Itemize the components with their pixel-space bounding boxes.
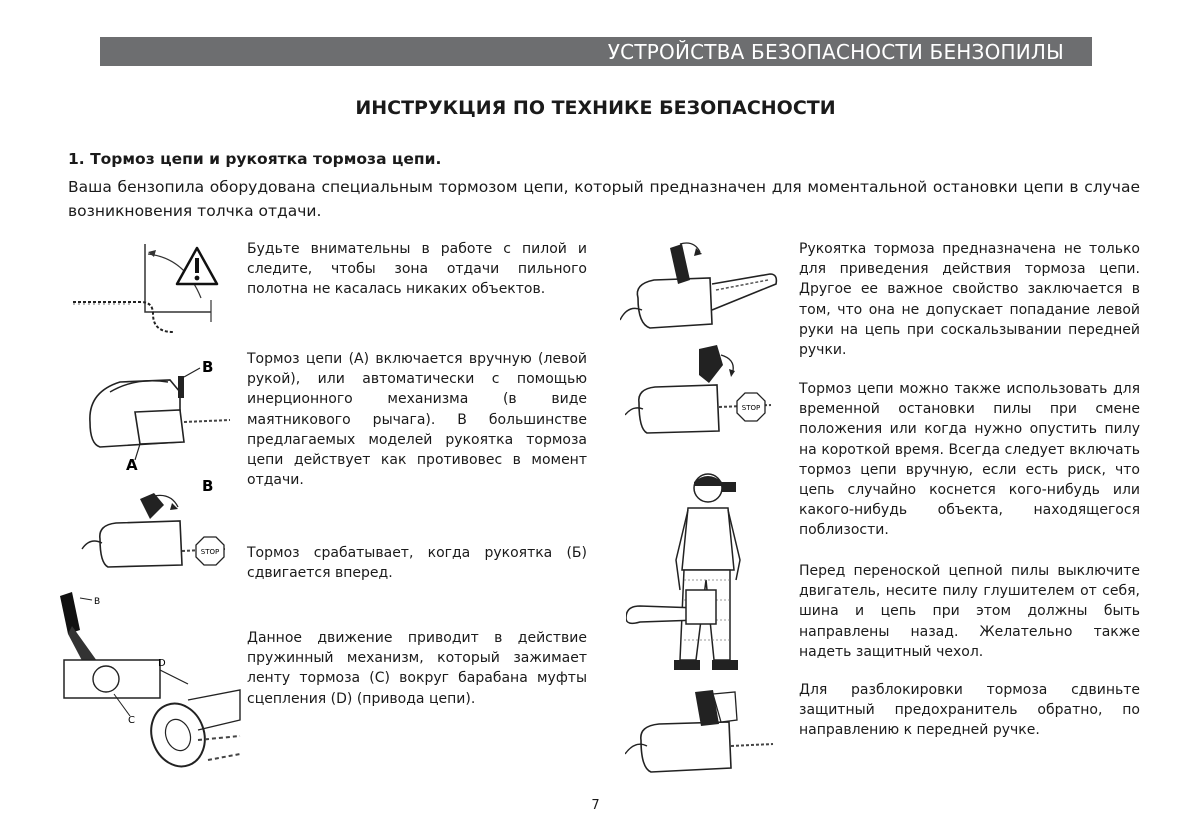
page-number: 7 xyxy=(591,798,600,813)
label-a: A xyxy=(126,456,138,472)
label-b-2: B xyxy=(202,477,214,495)
unlock-brake-figure xyxy=(625,690,775,780)
label-c: C xyxy=(128,715,135,726)
brake-stop-figure xyxy=(80,477,240,577)
label-b-1: B xyxy=(202,358,214,376)
brake-mechanism-figure xyxy=(58,590,243,785)
kickback-zone-figure xyxy=(73,242,233,342)
stop-sign-label-2: STOP xyxy=(741,404,761,412)
left-paragraph-4: Данное движение приводит в действие пружинный механизм, который зажимает ленту тормоза (С) вокруг барабана муфты сцепления (D) (привода цепи). xyxy=(247,630,587,707)
section-heading: 1. Тормоз цепи и рукоятка тормоза цепи. xyxy=(68,150,442,168)
label-d: D xyxy=(158,658,166,669)
page-title: ИНСТРУКЦИЯ ПО ТЕХНИКЕ БЕЗОПАСНОСТИ xyxy=(355,97,836,119)
brake-handle-figure xyxy=(620,240,780,340)
header-title: УСТРОЙСТВА БЕЗОПАСНОСТИ БЕНЗОПИЛЫ xyxy=(607,40,1064,64)
worker-carrying-saw-figure xyxy=(626,470,756,680)
warning-icon xyxy=(177,248,217,284)
stop-sign-label-1: STOP xyxy=(200,548,220,556)
left-paragraph-2: Тормоз цепи (А) включается вручную (левой рукой), или автоматически с помощью инерционного механизма (в виде маятникового рычага). В большинстве предлагаемых моделей рукоятка тормоза цепи действует как противовес в момент отдачи. xyxy=(247,351,587,489)
left-paragraph-1: Будьте внимательны в работе с пилой и следите, чтобы зона отдачи пильного полотна не касалась никаких объектов. xyxy=(247,241,587,298)
header-bar xyxy=(100,37,1092,66)
label-b-3: B xyxy=(94,597,101,607)
right-paragraph-4: Для разблокировки тормоза сдвиньте защитный предохранитель обратно, по направлению к передней ручке. xyxy=(799,682,1140,739)
left-paragraph-3: Тормоз срабатывает, когда рукоятка (Б) сдвигается вперед. xyxy=(247,545,587,582)
right-paragraph-1: Рукоятка тормоза предназначена не только для приведения действия тормоза цепи. Другое ее важное свойство заключается в том, что она не допускает попадание левой руки на цепь при соскальзывании передней ручки. xyxy=(799,241,1140,359)
brake-engaged-figure xyxy=(625,345,775,440)
right-paragraph-2: Тормоз цепи можно также использовать для временной остановки пилы при смене положения или когда нужно опустить пилу на короткой время. Всегда следует включать тормоз цепи вручную, если есть риск, что цепь случайно коснется кого-нибудь или какого-нибудь объекта, находящегося поблизости. xyxy=(799,381,1140,539)
right-paragraph-3: Перед переноской цепной пилы выключите двигатель, несите пилу глушителем от себя, шина и цепь при этом должны быть направлены назад. Желательно также надеть защитный чехол. xyxy=(799,563,1140,660)
chain-brake-figure xyxy=(80,352,240,472)
intro-paragraph: Ваша бензопила оборудована специальным тормозом цепи, который предназначен для моментальной остановки цепи в случае возникновения толчка отдачи. xyxy=(68,178,1140,220)
